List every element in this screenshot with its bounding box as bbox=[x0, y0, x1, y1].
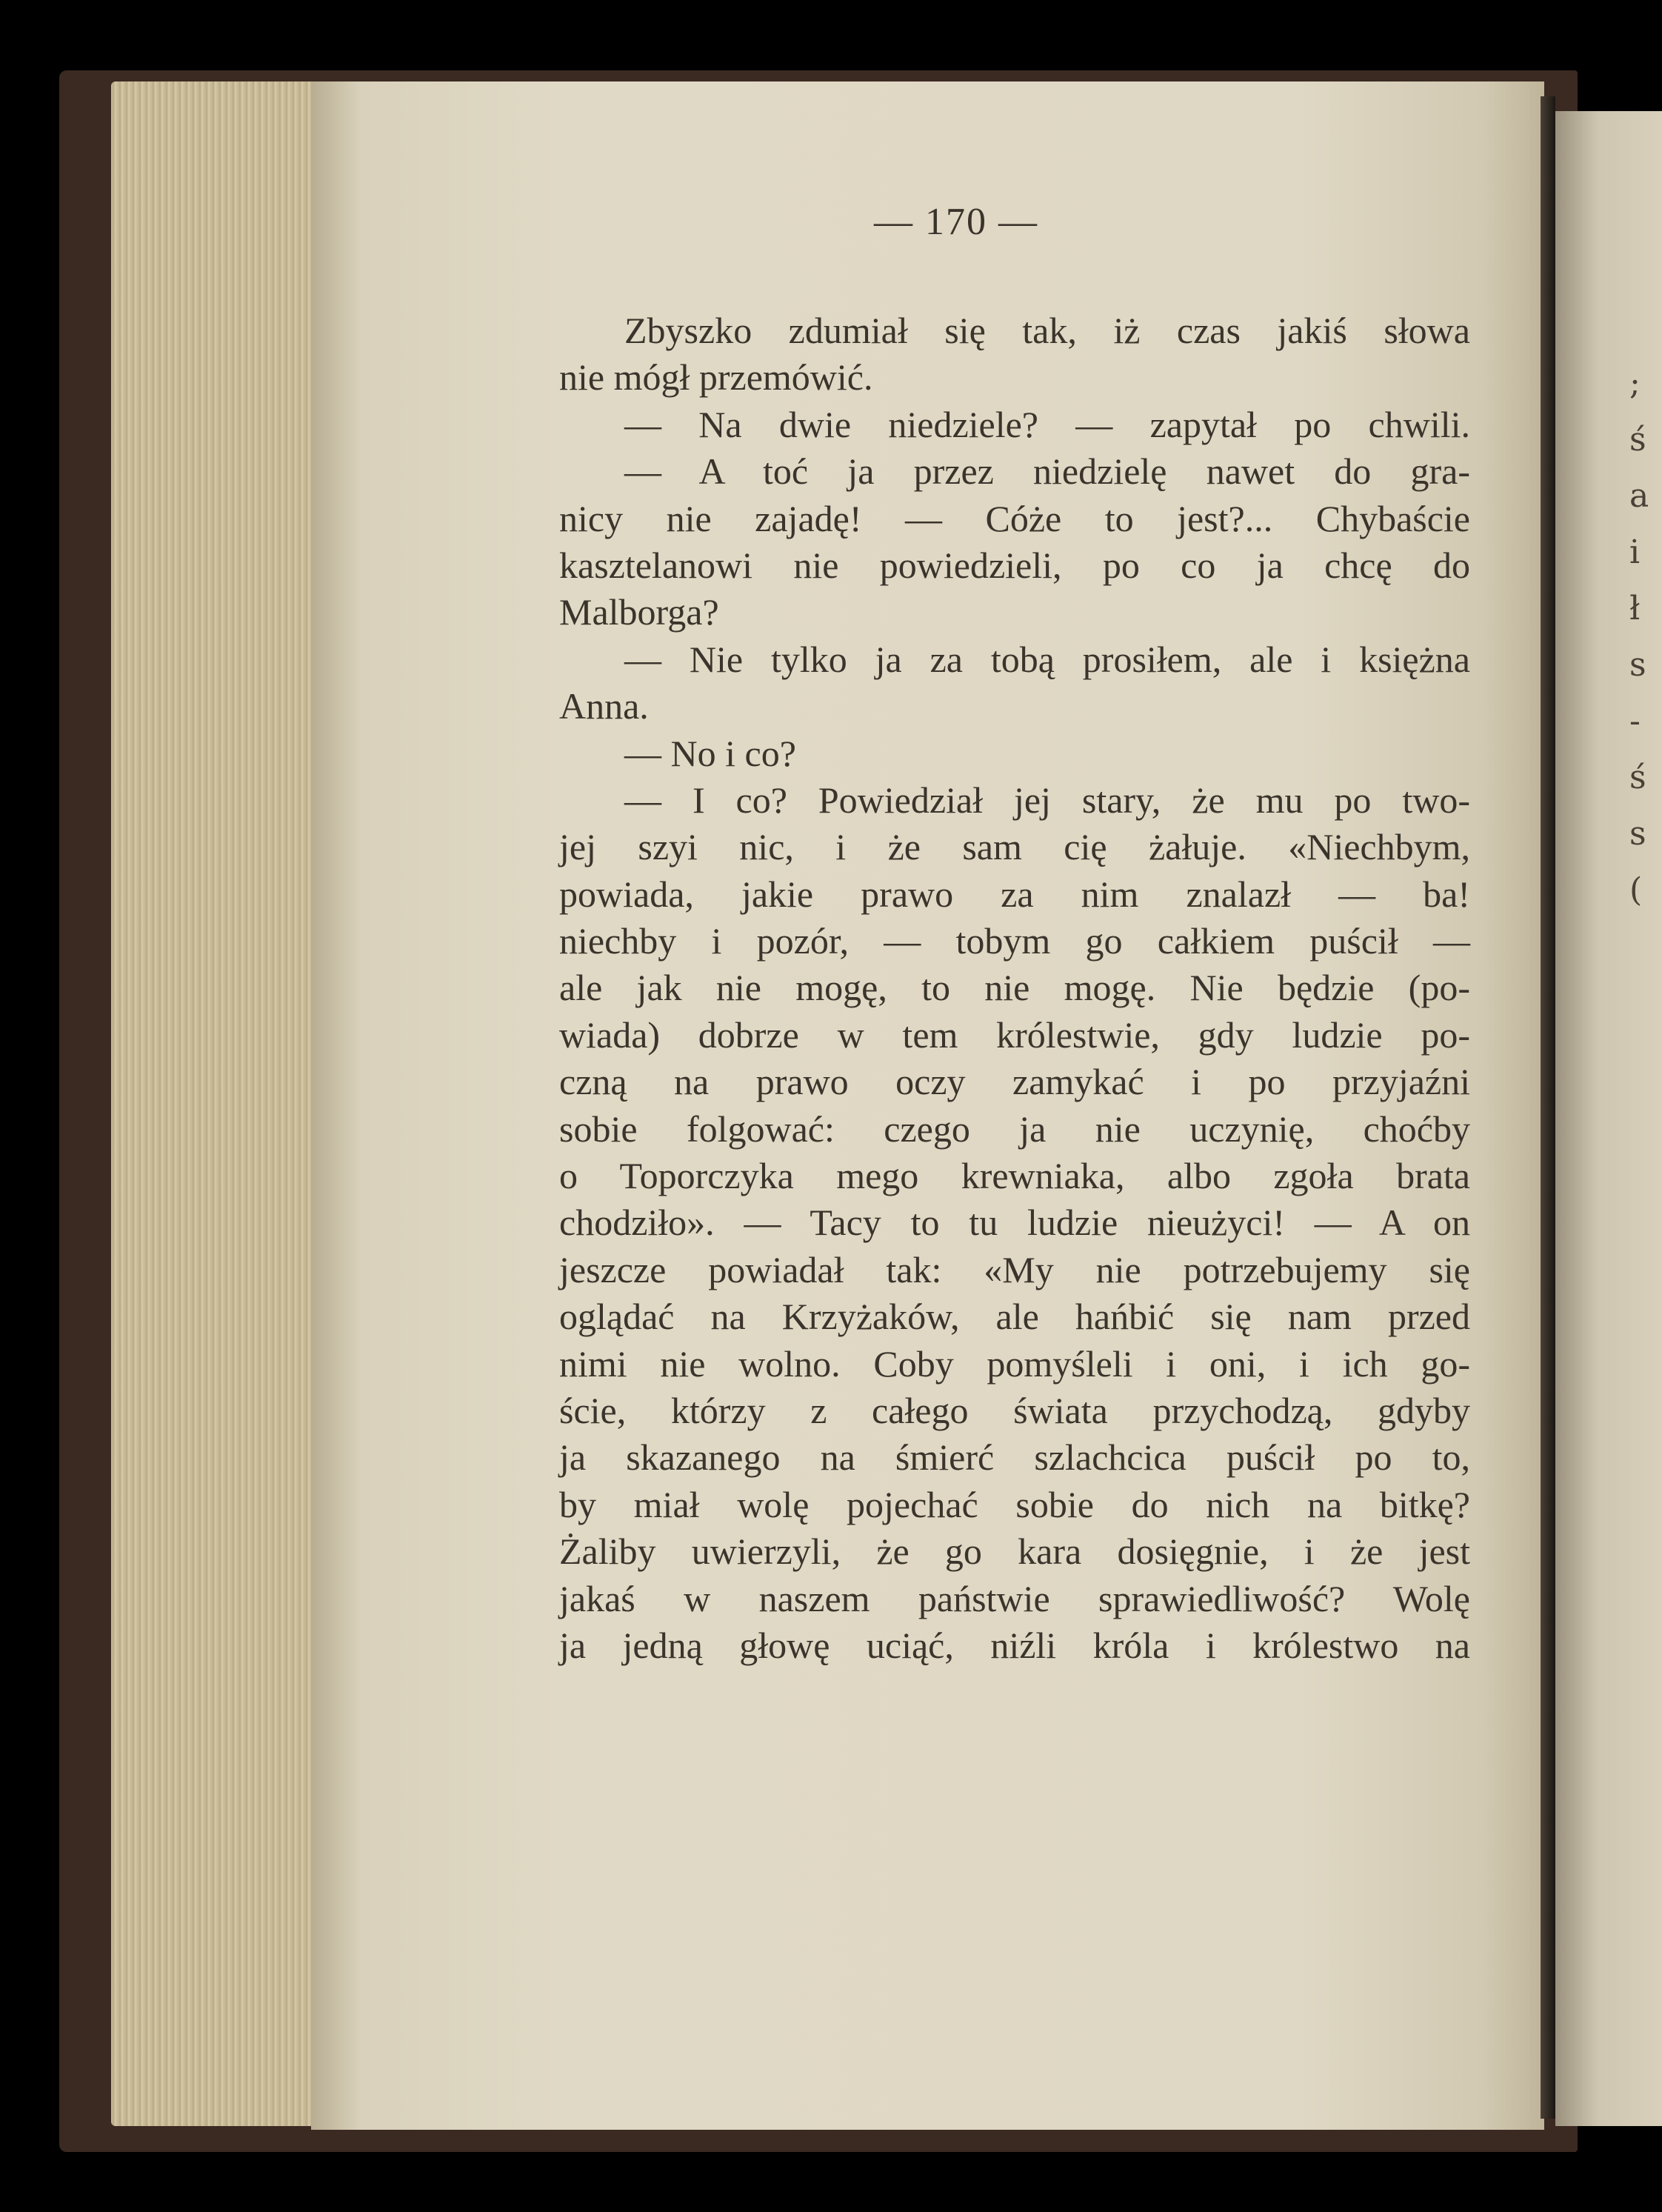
next-page-fragment: a bbox=[1629, 477, 1649, 515]
text-line: ja jedną głowę uciąć, niźli króla i królestwo na bbox=[559, 1624, 1470, 1666]
page-text bbox=[559, 307, 1470, 1669]
text-line: Żaliby uwierzyli, że go kara dosięgnie, i że jest bbox=[559, 1530, 1470, 1573]
text-line: powiada, jakie prawo za nim znalazł — ba! bbox=[559, 873, 1470, 915]
next-page-fragment: i bbox=[1629, 533, 1641, 571]
text-line: — I co? Powiedział jej stary, że mu po two- bbox=[624, 779, 1470, 821]
text-line: jej szyi nic, i że sam cię żałuje. «Niechbym, bbox=[559, 826, 1470, 868]
text-line: nimi nie wolno. Coby pomyśleli i oni, i ich go- bbox=[559, 1342, 1470, 1385]
text-line: — Na dwie niedziele? — zapytał po chwili. bbox=[624, 403, 1470, 445]
page-edges bbox=[111, 81, 326, 2126]
text-line: czną na prawo oczy zamykać i po przyjaźni bbox=[559, 1061, 1470, 1103]
next-page-fragment: s bbox=[1629, 815, 1646, 853]
text-line: ale jak nie mogę, to nie mogę. Nie będzie (po- bbox=[559, 967, 1470, 1009]
text-line: oglądać na Krzyżaków, ale hańbić się nam przed bbox=[559, 1296, 1470, 1338]
next-page-fragments bbox=[1629, 356, 1652, 909]
text-line: nie mógł przemówić. bbox=[559, 356, 873, 399]
text-line: chodziło». — Tacy to tu ludzie nieużyci! — A on bbox=[559, 1202, 1470, 1244]
next-page-fragment: ; bbox=[1629, 364, 1641, 402]
book-gutter bbox=[1541, 96, 1555, 2119]
text-line: Zbyszko zdumiał się tak, iż czas jakiś słowa bbox=[624, 310, 1470, 351]
text-line: ście, którzy z całego świata przychodzą, gdyby bbox=[559, 1389, 1470, 1431]
text-line: niechby i pozór, — tobym go całkiem puścił — bbox=[559, 920, 1470, 962]
text-line: kasztelanowi nie powiedzieli, po co ja chcę do bbox=[559, 544, 1470, 586]
text-line: by miał wolę pojechać sobie do nich na bitkę? bbox=[559, 1483, 1470, 1525]
text-line: — No i co? bbox=[624, 732, 796, 774]
next-page-fragment: - bbox=[1629, 702, 1641, 740]
text-line: nicy nie zajadę! — Cóże to jest?... Chybaście bbox=[559, 497, 1470, 539]
text-line: — A toć ja przez niedzielę nawet do gra- bbox=[624, 450, 1470, 493]
text-line: jeszcze powiadał tak: «My nie potrzebujemy się bbox=[559, 1248, 1470, 1290]
text-line: ja skazanego na śmierć szlachcica puścił po to, bbox=[559, 1436, 1470, 1479]
text-line: — Nie tylko ja za tobą prosiłem, ale i księżna bbox=[624, 638, 1470, 680]
next-page-fragment: ( bbox=[1629, 871, 1643, 909]
text-line: jakaś w naszem państwie sprawiedliwość? Wolę bbox=[559, 1577, 1470, 1619]
next-page-fragment: ł bbox=[1629, 590, 1641, 627]
text-line: wiada) dobrze w tem królestwie, gdy ludzie po- bbox=[559, 1013, 1470, 1056]
text-line: o Toporczyka mego krewniaka, albo zgoła brata bbox=[559, 1155, 1470, 1197]
next-page-fragment: s bbox=[1629, 646, 1646, 684]
text-line: sobie folgować: czego ja nie uczynię, choćby bbox=[559, 1107, 1470, 1150]
page-number: — 170 — bbox=[874, 201, 1038, 243]
text-line: Anna. bbox=[559, 685, 649, 727]
next-page-fragment: ś bbox=[1629, 759, 1646, 796]
next-page-fragment: ś bbox=[1629, 421, 1646, 459]
text-line: Malborga? bbox=[559, 591, 719, 633]
